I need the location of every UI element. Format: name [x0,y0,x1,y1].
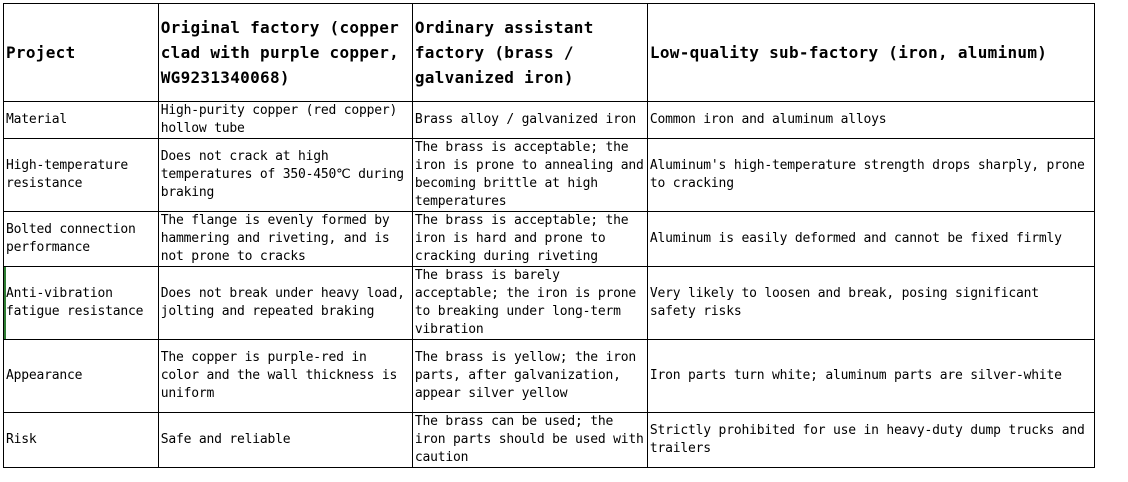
cell-ordinary[interactable] [412,413,647,468]
cell-text: The copper is purple-red in color and the wall thickness is uniform [160,350,398,401]
cell-text: The brass is yellow; the iron parts, after galvanization, appear silver yellow [414,350,637,401]
cell-original[interactable] [158,102,412,139]
table-row [4,267,1095,340]
header-cell-original[interactable] [158,4,412,102]
cell-project[interactable] [4,340,159,413]
table-row [4,413,1095,468]
cell-text: Very likely to loosen and break, posing significant safety risks [649,286,1039,319]
cell-text: The brass is acceptable; the iron is prone to annealing and becoming brittle at high temperatures [414,140,644,209]
cell-text: Safe and reliable [160,432,291,447]
cell-text: Aluminum is easily deformed and cannot be fixed firmly [649,231,1062,246]
cell-project[interactable] [4,413,159,468]
cell-ordinary[interactable] [412,267,647,340]
cell-text: Risk [6,432,37,447]
cell-text: Material [6,112,68,127]
header-row [4,4,1095,102]
cell-project[interactable] [4,212,159,267]
header-cell-ordinary[interactable] [412,4,647,102]
cell-text: Does not break under heavy load, jolting and repeated braking [160,286,405,319]
cell-text: Strictly prohibited for use in heavy-duty dump trucks and trailers [649,423,1085,456]
header-cell-project[interactable] [4,4,159,102]
cell-ordinary[interactable] [412,139,647,212]
header-cell-lowquality[interactable] [647,4,1094,102]
cell-text: The brass is barely acceptable; the iron is prone to breaking under long-term vibration [414,268,637,337]
table-row [4,102,1095,139]
cell-project[interactable] [4,102,159,139]
cell-original[interactable] [158,413,412,468]
cell-lowquality[interactable] [647,340,1094,413]
cell-lowquality[interactable] [647,267,1094,340]
header-ordinary-text: Ordinary assistant factory (brass / galvanized iron) [414,18,594,87]
cell-original[interactable] [158,267,412,340]
cell-text: Anti-vibration fatigue resistance [6,286,144,319]
comparison-table [3,3,1095,468]
cell-text: High-temperature resistance [6,158,129,191]
table-row [4,139,1095,212]
cell-text: Aluminum's high-temperature strength drops sharply, prone to cracking [649,158,1085,191]
cell-ordinary[interactable] [412,212,647,267]
cell-lowquality[interactable] [647,102,1094,139]
header-original-text: Original factory (copper clad with purple copper, WG9231340068) [160,18,400,87]
cell-lowquality[interactable] [647,212,1094,267]
cell-original[interactable] [158,340,412,413]
cell-project[interactable] [4,139,159,212]
cell-lowquality[interactable] [647,413,1094,468]
cell-text: Bolted connection performance [6,222,136,255]
cell-ordinary[interactable] [412,340,647,413]
cell-text: Common iron and aluminum alloys [649,112,887,127]
header-project-text: Project [6,43,76,62]
cell-ordinary[interactable] [412,102,647,139]
cell-text: The brass is acceptable; the iron is hard and prone to cracking during riveting [414,213,629,264]
cell-text: The brass can be used; the iron parts should be used with caution [414,414,644,465]
cell-original[interactable] [158,139,412,212]
table-row [4,340,1095,413]
cell-text: The flange is evenly formed by hammering and riveting, and is not prone to cracks [160,213,390,264]
cell-project[interactable] [4,267,159,340]
table-row [4,212,1095,267]
cell-lowquality[interactable] [647,139,1094,212]
cell-text: Does not crack at high temperatures of 350-450℃ during braking [160,149,404,200]
cell-text: Iron parts turn white; aluminum parts are silver-white [649,368,1062,383]
cell-text: Appearance [6,368,83,383]
cell-text: Brass alloy / galvanized iron [414,112,637,127]
cell-text: High-purity copper (red copper) hollow tube [160,103,398,136]
header-lowquality-text: Low-quality sub-factory (iron, aluminum) [649,43,1048,62]
cell-original[interactable] [158,212,412,267]
